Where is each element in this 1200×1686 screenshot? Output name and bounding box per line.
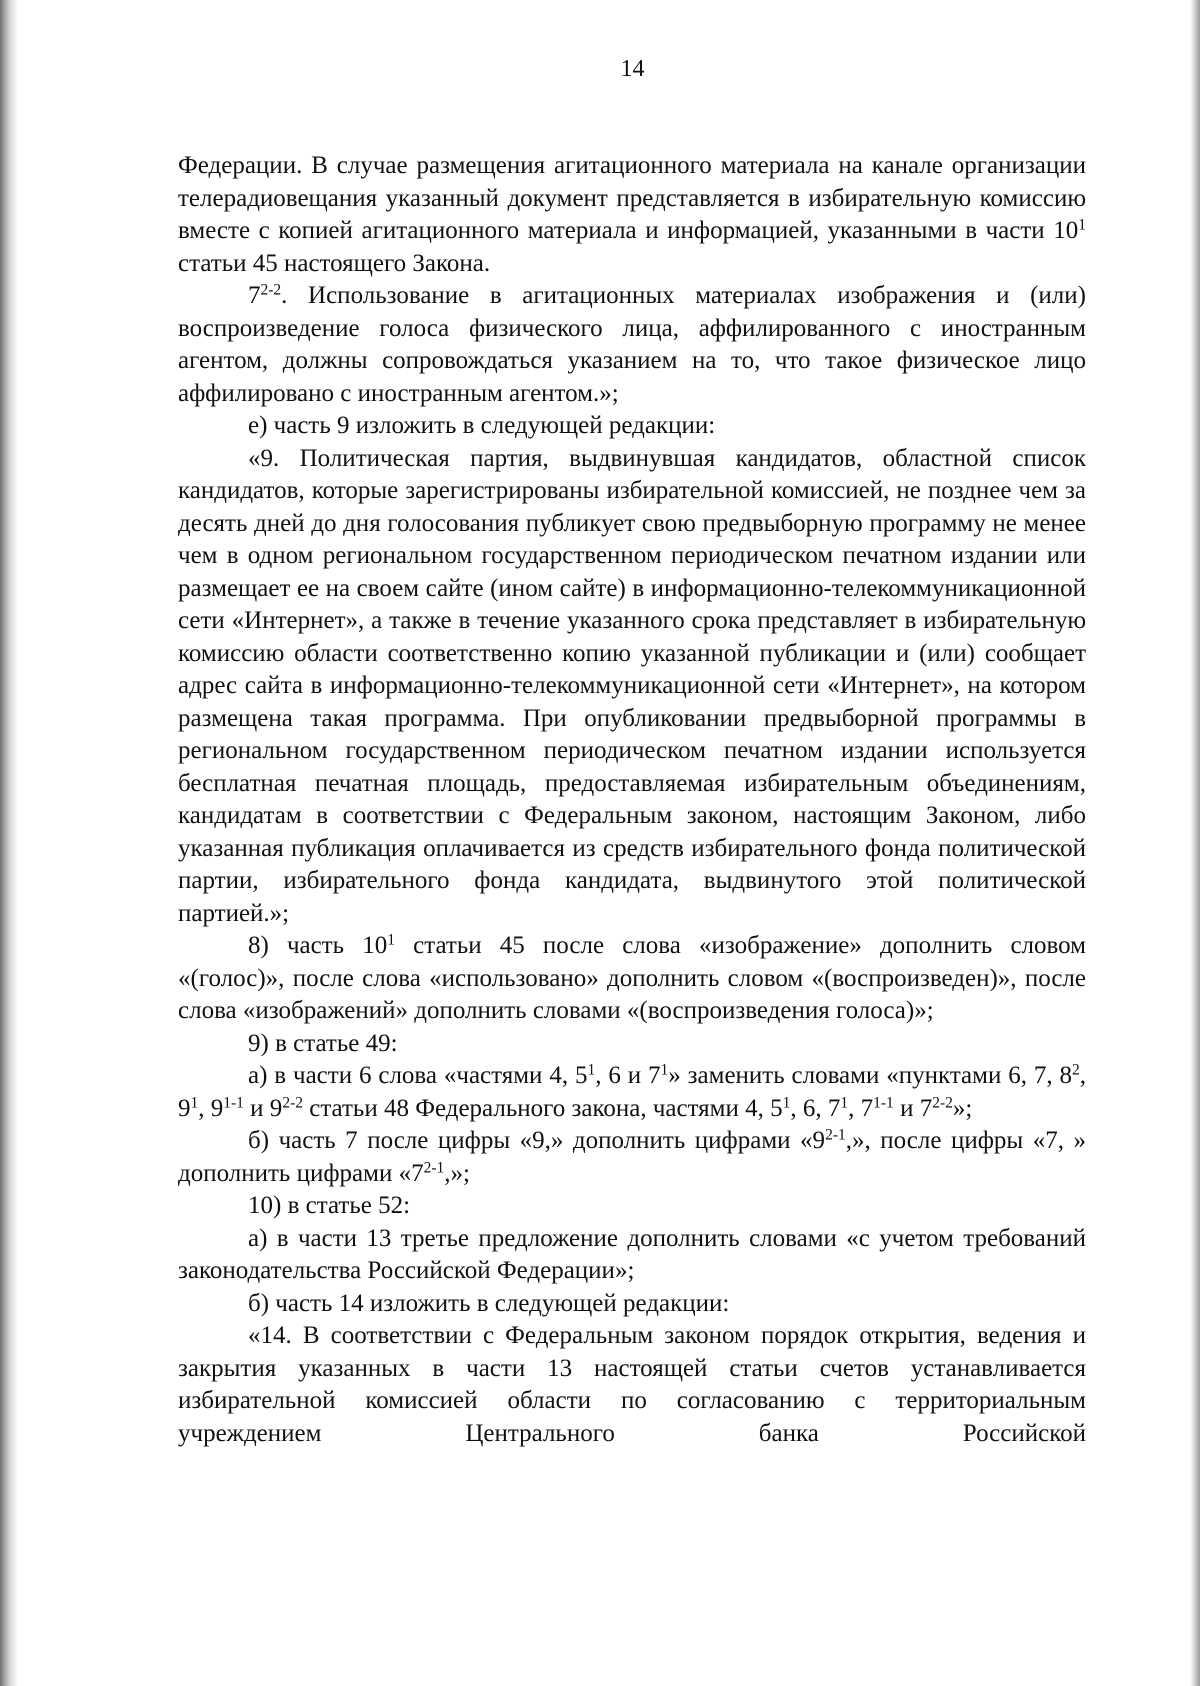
document-body <box>178 150 1086 1450</box>
paragraph-e-part-9: е) часть 9 изложить в следующей редакции: <box>248 412 716 439</box>
paragraph-b-part-14: б) часть 14 изложить в следующей редакции: <box>248 1289 730 1317</box>
scan-left-edge <box>0 0 18 1686</box>
paragraph-a-part-13: а) в части 13 третье предложение дополнить словами «с учетом требований законодательства Российской Федерации»; <box>178 1224 1086 1284</box>
paragraph-8-part-10-1: 8) часть $10^1$ статьи 45 после слова «изображение» дополнить словом «(голос)», после слова «использовано» дополнить словом «(воспроизведен)», после слова «изображений» дополнить словами «(воспроизведения голоса)»; <box>178 931 1086 1024</box>
paragraph-14-accounts: «14. В соответствии с Федеральным законом порядок открытия, ведения и закрытия указанных в части 13 настоящей статьи счетов устанавливается избирательной комиссией области по согласованию с территориальным учреждением Центрального банка Российской <box>178 1322 1086 1447</box>
paragraph-7-2-2: 7$^{2-2}$. Использование в агитационных материалах изображения и (или) воспроизведение голоса физического лица, аффилированного с иностранным агентом, должны сопровождаться указанием на то, что такое физическое лицо аффилировано с иностранным агентом.»; <box>178 281 1086 407</box>
paragraph-10-article-52: 10) в статье 52: <box>248 1192 411 1219</box>
page-number: 14 <box>620 56 645 82</box>
paragraph-9-article-49: 9) в статье 49: <box>248 1029 398 1057</box>
scan-right-edge <box>1190 0 1200 1686</box>
paragraph-federation-continuation: Федерации. В случае размещения агитационного материала на канале организации телерадиовещания указанный документ представляется в избирательную комиссию вместе с копией агитационного материала и информацией, указанными в части $10^1$ статьи 45 настоящего Закона. <box>178 152 1086 277</box>
paragraph-b-part-7: б) часть 7 после цифры «9,» дополнить цифрами «9$^{2-1}$,», после цифры «7, » дополнить цифрами «7$^{2-1}$,»; <box>178 1126 1086 1187</box>
paragraph-a-part-6: а) в части 6 слова «частями 4, $5^1$, 6 и $7^1$» заменить словами «пунктами 6, 7, $8^2$, $9^1$, 9$^{1-1}$ и 9$^{2-2}$ статьи 48 Федерального закона, частями 4, $5^1$, 6, $7^1$, 7$^{1-1}$ и 7$^{2-2}$»; <box>178 1061 1087 1122</box>
paragraph-9-election-program: «9. Политическая партия, выдвинувшая кандидатов, областной список кандидатов, которые зарегистрированы избирательной комиссией, не позднее чем за десять дней до дня голосования публикует свою предвыборную программу не менее чем в одном региональном государственном периодическом печатном издании или размещает ее на своем сайте (ином сайте) в информационно-телекоммуникационной сети «Интернет», а также в течение указанного срока представляет в избирательную комиссию области соответственно копию указанной публикации и (или) сообщает адрес сайта в информационно-телекоммуникационной сети «Интернет», на котором размещена такая программа. При опубликовании предвыборной программы в региональном государственном периодическом печатном издании используется бесплатная печатная площадь, предоставляемая избирательным объединениям, кандидатам в соответствии с Федеральным законом, настоящим Законом, либо указанная публикация оплачивается из средств избирательного фонда политической партии, избирательного фонда кандидата, выдвинутого этой политической партией.»; <box>178 444 1086 927</box>
